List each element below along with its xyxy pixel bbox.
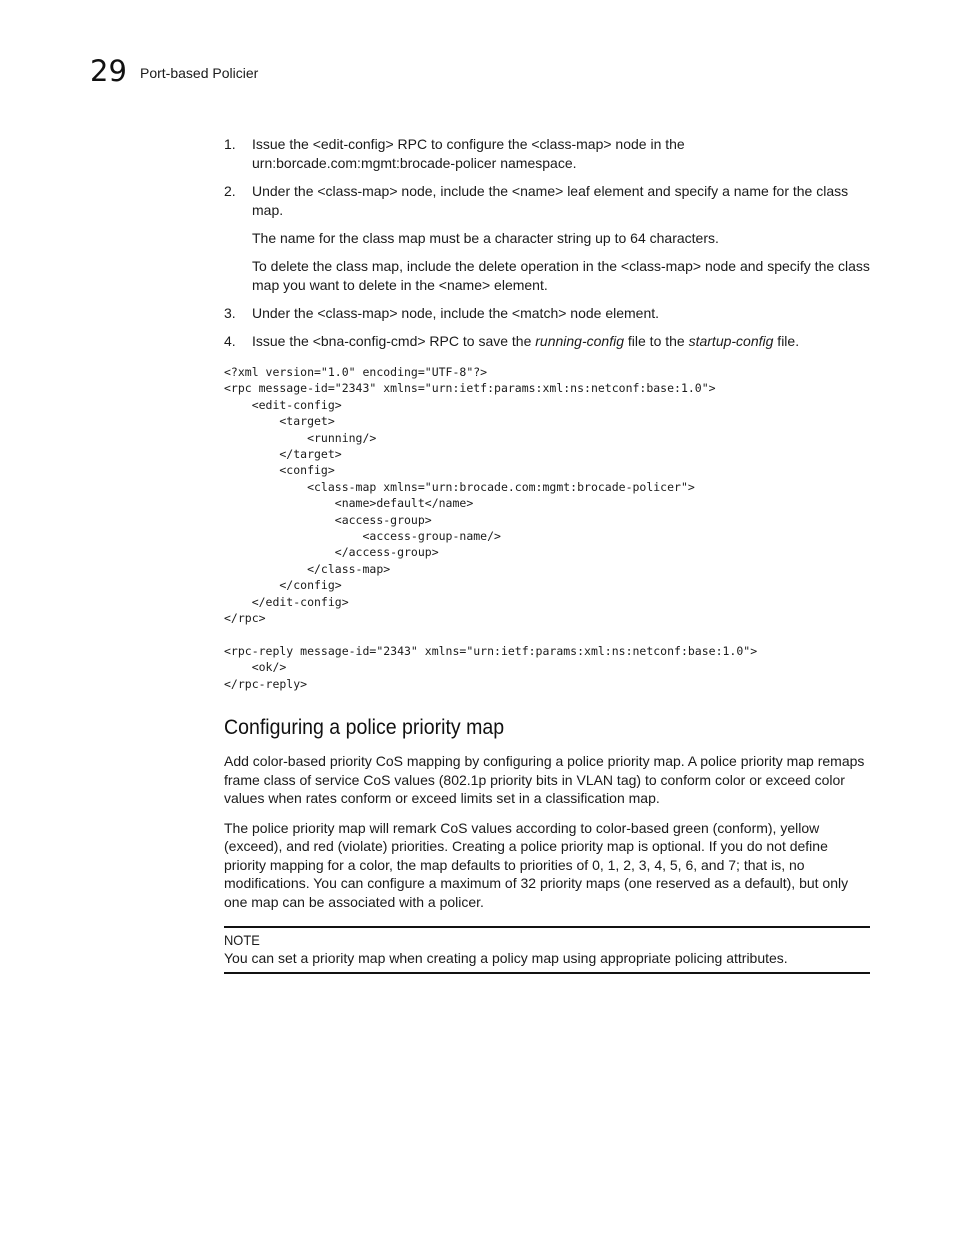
step-2	[224, 182, 870, 295]
step-number: 4.	[224, 333, 236, 349]
startup-config-term: startup-config	[688, 333, 774, 349]
step-1	[224, 135, 870, 173]
step-4	[224, 332, 870, 351]
step-text: Issue the <edit-config> RPC to configure the <class-map> node in the urn:borcade.com:mgmt:brocade-policer namespace.	[252, 136, 685, 171]
section-paragraph: The police priority map will remark CoS values according to color-based green (conform), yellow (exceed), and red (violate) priorities. Creating a police priority map is optional. If you do not define priority mapping for a color, the map defaults to priorities of 0, 1, 2, 3, 4, 5, 6, and 7; that is, no modifications. You can configure a maximum of 32 priority maps (one reserved as a default), but only one map can be associated with a policer.	[224, 819, 849, 910]
running-config-term: running-config	[535, 333, 624, 349]
procedure-steps	[224, 135, 870, 351]
step-text-part: Issue the <bna-config-cmd> RPC to save the	[252, 333, 536, 349]
step-text	[252, 332, 870, 351]
step-number: 1.	[224, 136, 236, 152]
section-paragraph: Add color-based priority CoS mapping by configuring a police priority map. A police priority map remaps frame class of service CoS values (802.1p priority bits in VLAN tag) to conform color or exceed color values when rates conform or exceed limits set in a classification map.	[224, 753, 865, 807]
step-number: 2.	[224, 183, 236, 199]
note-box	[224, 926, 870, 974]
step-note: To delete the class map, include the delete operation in the <class-map> node and specify the class map you want to delete in the <name> element.	[252, 258, 870, 293]
step-text: Under the <class-map> node, include the <name> leaf element and specify a name for the class map.	[252, 183, 849, 218]
step-3	[224, 304, 870, 323]
xml-code-example: <?xml version="1.0" encoding="UTF-8"?> <rpc message-id="2343" xmlns="urn:ietf:params:xml:ns:netconf:base:1.0"> <edit-config> <target> <running/> </target> <config> <class-map xmlns="urn:brocade.com:mgmt:brocade-policer"> <name>default</name> <access-group> <access-group-name/> </access-group> </class-map> </config> </edit-config> </rpc> <rpc-reply message-id="2343" xmlns="urn:ietf:params:xml:ns:netconf:base:1.0"> <ok/> </rpc-reply>	[224, 365, 758, 691]
chapter-title: Port-based Policier	[140, 65, 259, 81]
step-text-part: file to the	[624, 333, 689, 349]
note-text: You can set a priority map when creating a policy map using appropriate policing attributes.	[224, 950, 788, 967]
page-content	[224, 135, 870, 974]
section-heading: Configuring a police priority map	[224, 716, 505, 740]
note-label: NOTE	[224, 932, 260, 949]
chapter-number: 29	[90, 54, 127, 88]
step-note: The name for the class map must be a character string up to 64 characters.	[252, 230, 719, 246]
step-text: Under the <class-map> node, include the <match> node element.	[252, 305, 660, 321]
step-text-part: file.	[773, 333, 800, 349]
step-number: 3.	[224, 305, 236, 321]
